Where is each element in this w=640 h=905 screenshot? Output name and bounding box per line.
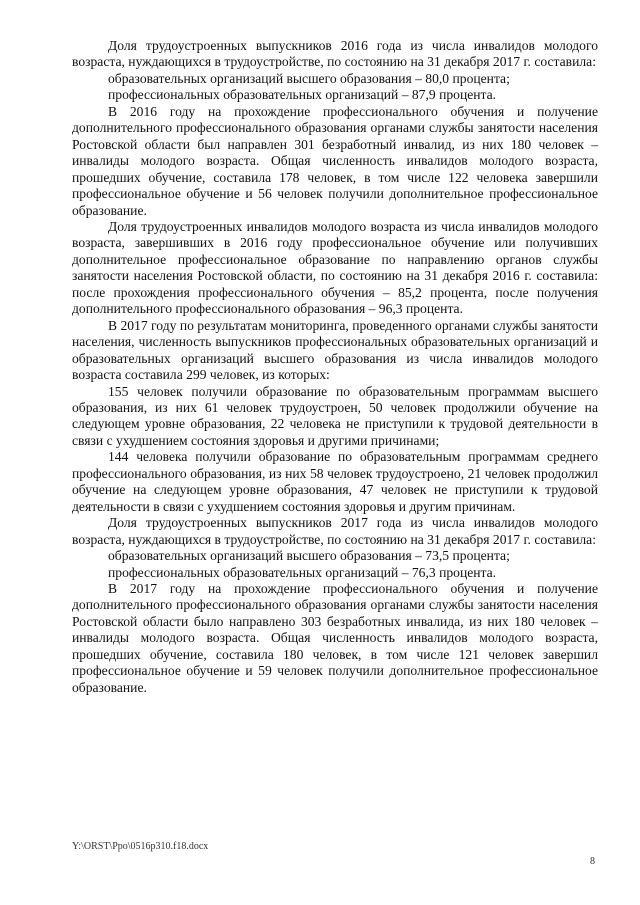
paragraph: В 2017 году на прохождение профессионального обучения и получение дополнительного профессионального образования органами службы занятости населения Ростовской области было направлено 303 безработных инвалида, из них 180 человек – инвалиды молодого возраста. Общая численность инвалидов молодого возраста, прошедших обучение, составила 180 человек, в том числе 121 человек завершил профессиональное обучение и 59 человек получили дополнительное профессиональное образование. <box>72 580 598 695</box>
paragraph: Доля трудоустроенных инвалидов молодого возраста из числа инвалидов молодого возраста, завершивших в 2016 году профессиональное обучение или получивших дополнительное профессиональное образование по направлению органов службы занятости населения Ростовской области, по состоянию на 31 декабря 2016 г. составила: после прохождения профессионального обучения – 85,2 процента, после получения дополнительного профессионального образования – 96,3 процента. <box>72 218 598 317</box>
paragraph: образовательных организаций высшего образования – 80,0 процента; <box>108 70 510 86</box>
paragraph: Доля трудоустроенных выпускников 2017 года из числа инвалидов молодого возраста, нуждающихся в трудоустройстве, по состоянию на 31 декабря 2017 г. составила: <box>72 515 598 547</box>
paragraph: 144 человека получили образование по образовательным программам среднего профессионального образования, из них 58 человек трудоустроено, 21 человек продолжил обучение на следующем уровне образования, 47 человек не приступили к трудовой деятельности в связи с ухудшением состояния здоровья и другим причинам. <box>72 449 598 514</box>
page-number: 8 <box>590 856 595 867</box>
paragraph: образовательных организаций высшего образования – 73,5 процента; <box>108 548 510 564</box>
paragraph: В 2016 году на прохождение профессионального обучения и получение дополнительного профессионального образования органами службы занятости населения Ростовской области был направлен 301 безработный инвалид, из них 180 человек – инвалиды молодого возраста. Общая численность инвалидов молодого возраста, прошедших обучение, составила 178 человек, в том числе 122 человека завершили профессиональное обучение и 56 человек получили дополнительное профессиональное образование. <box>72 103 598 218</box>
paragraph: Доля трудоустроенных выпускников 2016 года из числа инвалидов молодого возраста, нуждающихся в трудоустройстве, по состоянию на 31 декабря 2017 г. составила: <box>72 38 598 70</box>
paragraph: В 2017 году по результатам мониторинга, проведенного органами службы занятости населения, численность выпускников профессиональных образовательных организаций и образовательных организаций высшего образования из числа инвалидов молодого возраста составила 299 человек, из которых: <box>72 317 598 383</box>
footer-file-path: Y:\ORST\Ppo\0516p310.f18.docx <box>72 841 209 852</box>
paragraph: профессиональных образовательных организаций – 76,3 процента. <box>108 564 497 580</box>
document-body <box>72 38 598 696</box>
paragraph: профессиональных образовательных организаций – 87,9 процента. <box>108 87 497 103</box>
paragraph: 155 человек получили образование по образовательным программам высшего образования, из них 61 человек трудоустроен, 50 человек продолжили обучение на следующем уровне образования, 22 человека не приступили к трудовой деятельности в связи с ухудшением состояния здоровья и другими причинами; <box>72 383 598 448</box>
